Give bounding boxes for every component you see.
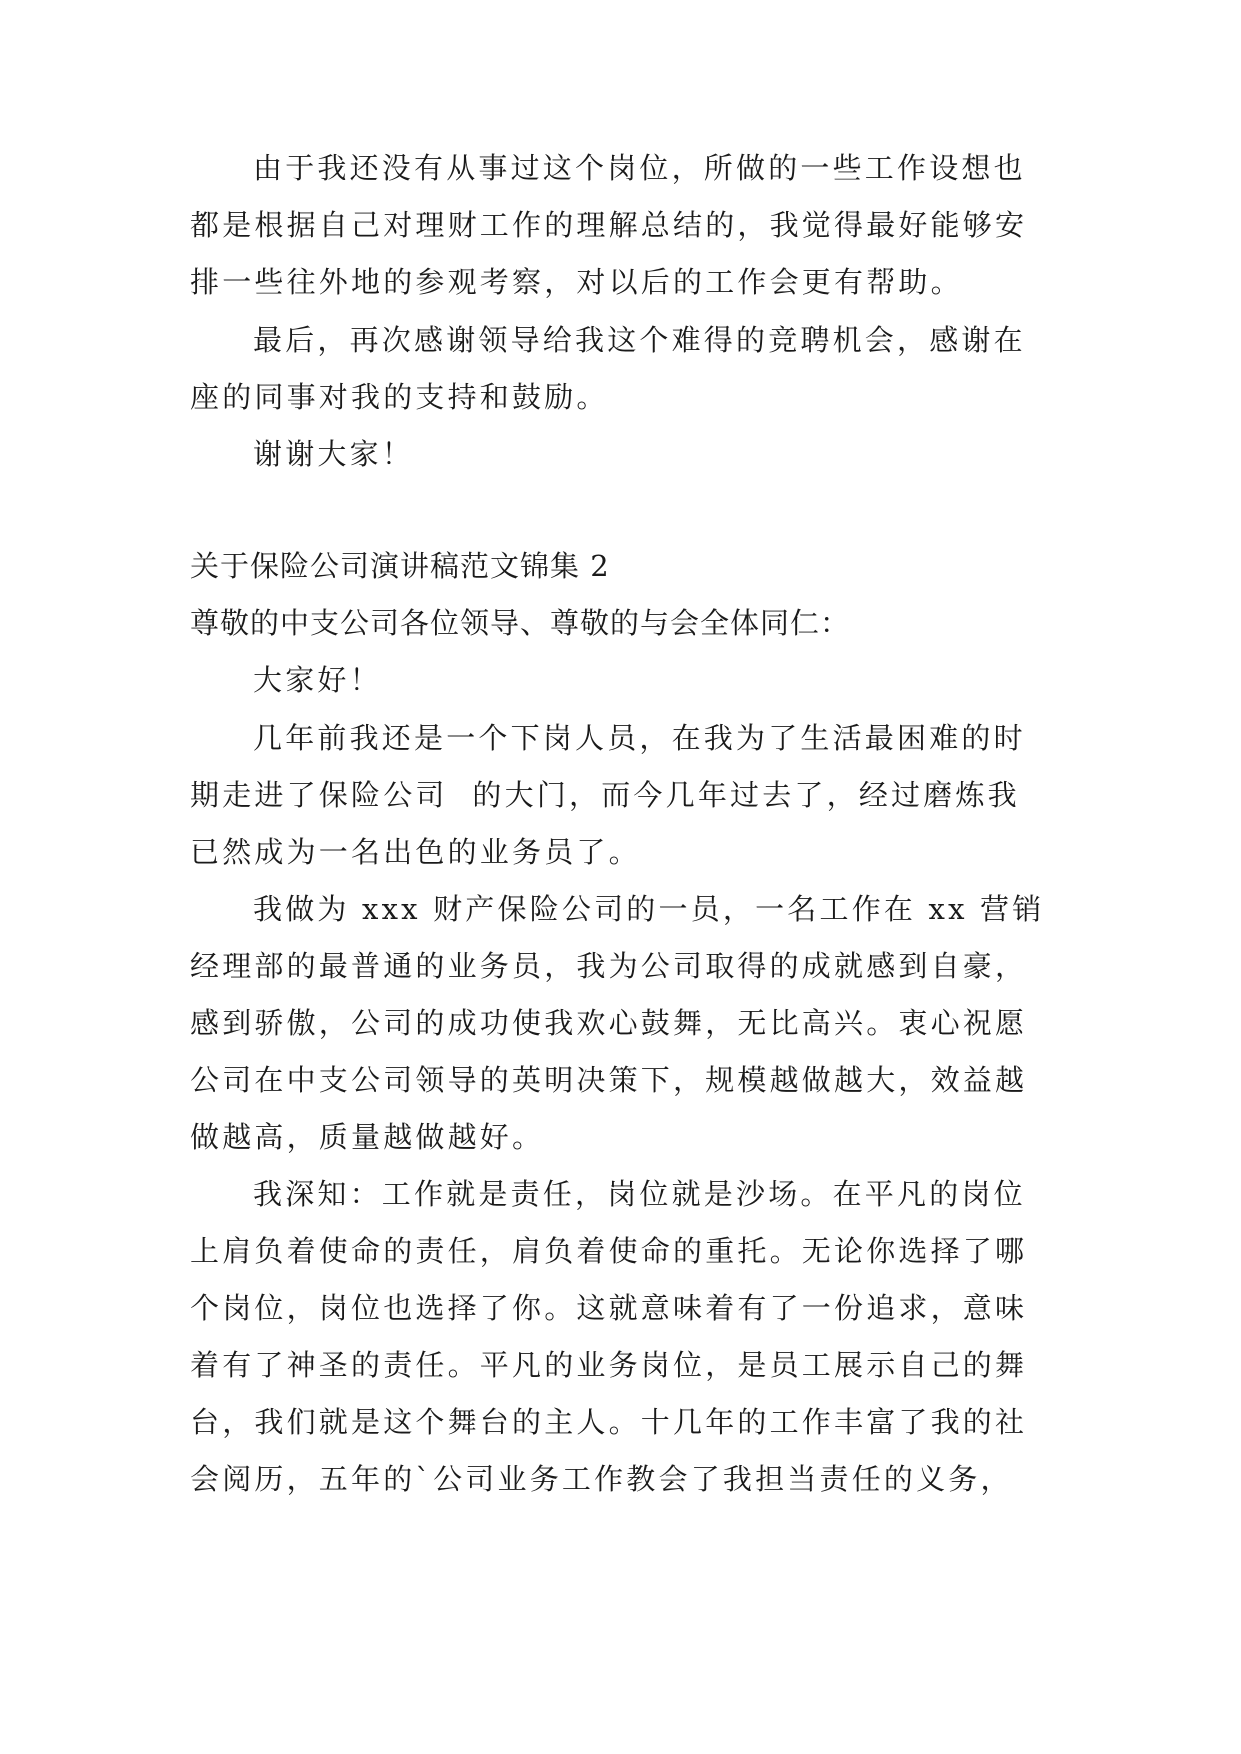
paragraph-line: 已然成为一名出色的业务员了。: [190, 835, 641, 869]
paragraph-line: 台，我们就是这个舞台的主人。十几年的工作丰富了我的社: [190, 1405, 1028, 1439]
paragraph-line: 我做为 xxx 财产保险公司的一员，一名工作在 xx 营销: [253, 892, 1045, 926]
paragraph-line: 由于我还没有从事过这个岗位，所做的一些工作设想也: [253, 151, 1026, 185]
paragraph-line: 都是根据自己对理财工作的理解总结的，我觉得最好能够安: [190, 208, 1028, 242]
paragraph-line: 会阅历，五年的`公司业务工作教会了我担当责任的义务，: [190, 1462, 1013, 1496]
paragraph-line: 几年前我还是一个下岗人员，在我为了生活最困难的时: [253, 721, 1026, 755]
paragraph-line: 经理部的最普通的业务员，我为公司取得的成就感到自豪，: [190, 949, 1028, 983]
paragraph-line: 上肩负着使命的责任，肩负着使命的重托。无论你选择了哪: [190, 1234, 1028, 1268]
paragraph-line: 做越高，质量越做越好。: [190, 1120, 545, 1154]
section-title: 关于保险公司演讲稿范文锦集 2: [190, 549, 610, 583]
paragraph-line: 排一些往外地的参观考察，对以后的工作会更有帮助。: [190, 265, 963, 299]
paragraph-line: 谢谢大家！: [253, 437, 415, 471]
paragraph-line: 我深知：工作就是责任，岗位就是沙场。在平凡的岗位: [253, 1177, 1026, 1211]
paragraph-line: 最后，再次感谢领导给我这个难得的竞聘机会，感谢在: [253, 323, 1026, 357]
paragraph-line: 个岗位，岗位也选择了你。这就意味着有了一份追求，意味: [190, 1291, 1028, 1325]
paragraph-line: 着有了神圣的责任。平凡的业务岗位，是员工展示自己的舞: [190, 1348, 1028, 1382]
paragraph-line: 期走进了保险公司 的大门，而今几年过去了，经过磨炼我: [190, 778, 1020, 812]
paragraph-line: 公司在中支公司领导的英明决策下，规模越做越大，效益越: [190, 1063, 1028, 1097]
paragraph-line: 座的同事对我的支持和鼓励。: [190, 380, 609, 414]
greeting: 大家好！: [253, 663, 382, 697]
paragraph-line: 感到骄傲，公司的成功使我欢心鼓舞，无比高兴。衷心祝愿: [190, 1006, 1028, 1040]
salutation: 尊敬的中支公司各位领导、尊敬的与会全体同仁：: [190, 606, 851, 640]
